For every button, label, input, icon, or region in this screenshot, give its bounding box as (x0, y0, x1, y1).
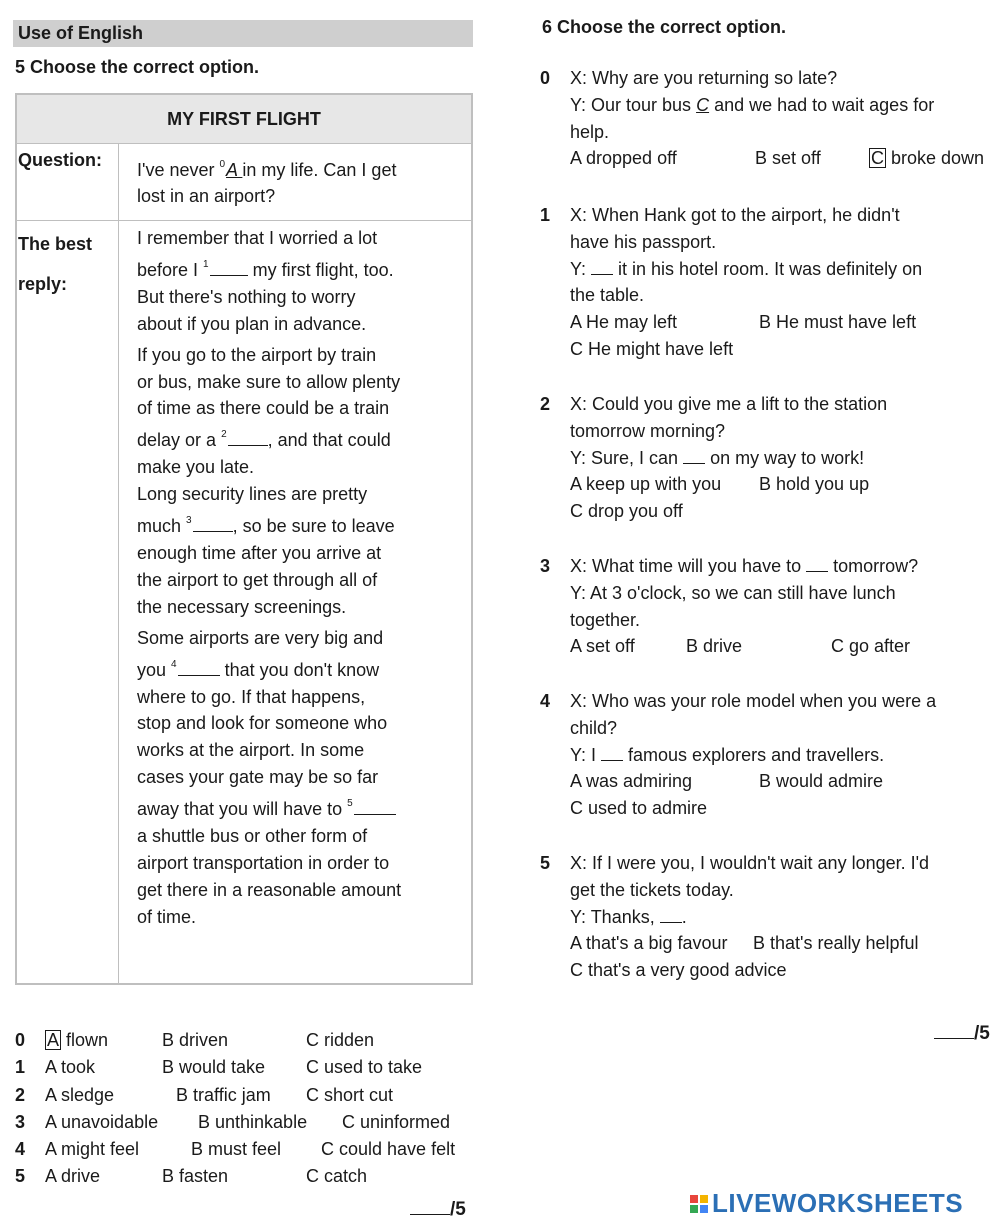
ex6-score (934, 1020, 990, 1045)
option-c[interactable]: C used to admire (570, 798, 708, 819)
question-label: Question: (16, 144, 119, 221)
question-post: in my life. Can I get (242, 160, 397, 180)
logo-square-red (690, 1195, 698, 1203)
item-x-line: X: Could you give me a lift to the station (570, 394, 888, 414)
selected-answer-box: C (871, 148, 884, 169)
item-y-pre: Y: Our tour bus (570, 94, 697, 115)
item-y-line (570, 742, 1000, 769)
p2-line: the airport to get through all of (137, 569, 378, 590)
item-y-line (570, 445, 1000, 472)
ex6-item-3 (540, 553, 1000, 660)
option-b[interactable]: B drive (686, 636, 743, 657)
paragraph-2 (137, 342, 467, 621)
option-number: 1 (15, 1057, 26, 1077)
brand-name: LIVEWORKSHEETS (712, 1188, 964, 1218)
question-line-2: lost in an airport? (137, 186, 276, 206)
item-y-post: and we had to wait ages for (709, 94, 935, 115)
item-number: 0 (540, 68, 551, 88)
reply-label-line-2: reply: (18, 274, 68, 294)
p3-line: of time. (137, 906, 197, 927)
p2-line: or bus, make sure to allow plenty (137, 371, 401, 392)
item-x-line (570, 553, 1000, 580)
item-y-line: Y: At 3 o'clock, so we can still have lunch (570, 582, 896, 603)
gap-number-4: 4 (171, 658, 177, 670)
score-total: /5 (974, 1023, 990, 1044)
example-answer: A (226, 160, 243, 180)
option-b[interactable]: B driven (162, 1030, 229, 1050)
item-x-post: tomorrow? (828, 556, 919, 576)
gap-2-blank[interactable] (228, 431, 268, 446)
item-number: 3 (540, 556, 551, 576)
option-c[interactable]: C go after (831, 636, 911, 657)
option-b[interactable]: B traffic jam (176, 1085, 271, 1105)
ex6-item-0 (540, 65, 1000, 172)
option-a[interactable]: A was admiring (570, 771, 693, 792)
p2-line: , so be sure to leave (232, 516, 395, 537)
p3-line: cases your gate may be so far (137, 767, 379, 788)
option-c[interactable] (869, 145, 984, 172)
gap-5-blank[interactable] (354, 800, 396, 815)
paragraph-1 (137, 225, 467, 338)
p3-line: stop and look for someone who (137, 713, 388, 734)
option-b[interactable]: B would take (162, 1057, 266, 1077)
example-answer: C (696, 94, 710, 115)
selected-answer-box: A (47, 1030, 60, 1050)
option-a[interactable]: A unavoidable (45, 1112, 159, 1132)
table-title: MY FIRST FLIGHT (16, 94, 472, 144)
item-y-line: the table. (570, 285, 645, 306)
p3-line: works at the airport. In some (137, 740, 365, 761)
brand-logo-icon (690, 1195, 708, 1213)
ex6-item-5 (540, 850, 1000, 984)
item-x-line: X: Why are you returning so late? (570, 68, 838, 88)
option-c[interactable]: C He might have left (570, 339, 734, 360)
score-total: /5 (450, 1199, 466, 1220)
reply-text (119, 221, 473, 985)
question-text (119, 144, 473, 221)
ex5-option-row-5 (15, 1163, 485, 1190)
answer-blank[interactable] (591, 260, 613, 275)
option-a[interactable]: A dropped off (570, 148, 677, 169)
p1-line: before I (137, 259, 204, 280)
item-x-line: X: If I were you, I wouldn't wait any longer. I'd (570, 853, 930, 873)
score-blank[interactable] (410, 1196, 450, 1215)
gap-number-5: 5 (347, 798, 353, 810)
answer-blank[interactable] (601, 746, 623, 761)
ex5-option-row-1 (15, 1054, 485, 1081)
item-y-post: famous explorers and travellers. (623, 744, 885, 765)
gap-number-3: 3 (186, 515, 192, 527)
item-options (570, 930, 1000, 957)
p2-line: If you go to the airport by train (137, 344, 377, 365)
option-number: 2 (15, 1085, 26, 1105)
p3-line: Some airports are very big and (137, 627, 384, 648)
item-x-line: get the tickets today. (570, 879, 734, 900)
p1-line: I remember that I worried a lot (137, 228, 378, 248)
option-b[interactable]: B He must have left (759, 312, 917, 333)
item-y-pre: Y: Thanks, (570, 906, 660, 927)
option-number: 4 (15, 1139, 26, 1159)
answer-blank[interactable] (683, 449, 705, 464)
ex5-option-row-3 (15, 1109, 485, 1136)
item-y-line: together. (570, 609, 641, 630)
ex5-option-row-4 (15, 1136, 485, 1163)
option-b[interactable]: B fasten (162, 1166, 229, 1186)
p2-line: delay or a (137, 430, 222, 451)
item-x-line: have his passport. (570, 231, 717, 252)
item-y-post: on my way to work! (705, 447, 865, 468)
p3-line: a shuttle bus or other form of (137, 826, 368, 847)
liveworksheets-brand[interactable] (690, 1188, 963, 1219)
item-number: 4 (540, 691, 551, 711)
exercise-5-heading: 5 Choose the correct option. (15, 57, 260, 77)
p3-line: away that you will have to (137, 799, 348, 820)
item-options (570, 633, 1000, 660)
p2-line: Long security lines are pretty (137, 484, 368, 505)
passage-table (15, 93, 473, 985)
answer-blank[interactable] (660, 908, 682, 923)
gap-number-0: 0 (219, 159, 226, 170)
option-b[interactable]: B hold you up (759, 474, 870, 495)
item-x-line: X: When Hank got to the airport, he didn't (570, 205, 900, 225)
p1-line: my first flight, too. (247, 259, 394, 280)
logo-square-yellow (700, 1195, 708, 1203)
gap-1-blank[interactable] (210, 261, 248, 276)
item-y-pre: Y: Sure, I can (570, 447, 684, 468)
p2-line: enough time after you arrive at (137, 542, 382, 563)
item-x-line: X: Who was your role model when you were a (570, 691, 937, 711)
option-c[interactable]: C catch (306, 1166, 368, 1186)
p3-line: that you don't know (219, 659, 380, 680)
item-y-line (570, 904, 1000, 931)
ex5-option-row-0 (15, 1027, 485, 1054)
option-c[interactable]: C used to take (306, 1057, 423, 1077)
option-number: 3 (15, 1112, 26, 1132)
option-c[interactable]: C uninformed (342, 1112, 451, 1132)
option-a[interactable]: A sledge (45, 1085, 115, 1105)
item-options (570, 309, 1000, 336)
option-a[interactable]: A might feel (45, 1139, 140, 1159)
item-options (570, 471, 1000, 498)
item-y-post: . (681, 906, 687, 927)
ex5-score (410, 1196, 466, 1221)
item-options (570, 145, 1000, 172)
ex6-item-1 (540, 202, 1000, 363)
option-a[interactable]: A that's a big favour (570, 933, 728, 954)
paragraph-3 (137, 625, 467, 931)
item-number: 5 (540, 853, 551, 873)
option-c[interactable]: C short cut (306, 1085, 394, 1105)
p2-line: make you late. (137, 457, 255, 478)
p2-line: the necessary screenings. (137, 596, 347, 617)
p1-line: But there's nothing to worry (137, 286, 356, 307)
option-a[interactable]: A took (45, 1057, 96, 1077)
option-a[interactable]: A drive (45, 1166, 101, 1186)
item-x-line: tomorrow morning? (570, 420, 726, 441)
gap-3-blank[interactable] (193, 517, 233, 532)
item-y-line (570, 92, 1000, 119)
p2-line: much (137, 516, 187, 537)
p3-line: get there in a reasonable amount (137, 879, 402, 900)
answer-blank[interactable] (806, 557, 828, 572)
item-number: 1 (540, 205, 551, 225)
gap-number-1: 1 (203, 258, 209, 270)
option-c[interactable]: C could have felt (321, 1139, 456, 1159)
p2-line: of time as there could be a train (137, 398, 390, 419)
option-c[interactable]: C ridden (306, 1030, 375, 1050)
option-number: 0 (15, 1030, 26, 1050)
question-pre: I've never (137, 160, 220, 180)
option-a[interactable] (45, 1027, 108, 1054)
option-c[interactable]: C that's a very good advice (570, 960, 787, 981)
section-title-banner: Use of English (13, 20, 473, 47)
item-y-pre: Y: I (570, 744, 602, 765)
ex6-item-4 (540, 688, 1000, 822)
p2-line: , and that could (267, 430, 391, 451)
logo-square-blue (700, 1205, 708, 1213)
logo-square-green (690, 1205, 698, 1213)
item-y-post: it in his hotel room. It was definitely on (613, 258, 923, 279)
item-x-line: child? (570, 717, 618, 738)
option-a[interactable]: A He may left (570, 312, 678, 333)
item-number: 2 (540, 394, 551, 414)
option-number: 5 (15, 1166, 26, 1186)
p1-line: about if you plan in advance. (137, 313, 367, 334)
option-a[interactable]: A keep up with you (570, 474, 722, 495)
option-a[interactable]: A set off (570, 636, 635, 657)
item-options (570, 768, 1000, 795)
option-a-text: flown (61, 1030, 109, 1050)
p3-line: you (137, 659, 172, 680)
option-b[interactable]: B unthinkable (198, 1112, 308, 1132)
option-c-text: broke down (886, 148, 985, 169)
option-c[interactable]: C drop you off (570, 501, 683, 522)
item-x-pre: X: What time will you have to (570, 556, 807, 576)
p3-line: where to go. If that happens, (137, 686, 366, 707)
reply-label (16, 221, 119, 985)
gap-number-2: 2 (221, 429, 227, 441)
p3-line: airport transportation in order to (137, 852, 390, 873)
ex6-item-2 (540, 391, 1000, 525)
item-y-line: Y: it in his hotel room. It was definitely on (570, 258, 923, 279)
option-b[interactable]: B set off (755, 148, 821, 169)
option-b[interactable]: B must feel (191, 1139, 282, 1159)
score-blank[interactable] (934, 1020, 974, 1039)
gap-4-blank[interactable] (178, 661, 220, 676)
exercise-6-heading: 6 Choose the correct option. (542, 17, 787, 37)
reply-label-line-1: The best (18, 234, 93, 254)
ex5-option-row-2 (15, 1082, 485, 1109)
item-y-line: help. (570, 121, 610, 142)
option-b[interactable]: B that's really helpful (753, 933, 919, 954)
option-b[interactable]: B would admire (759, 771, 884, 792)
